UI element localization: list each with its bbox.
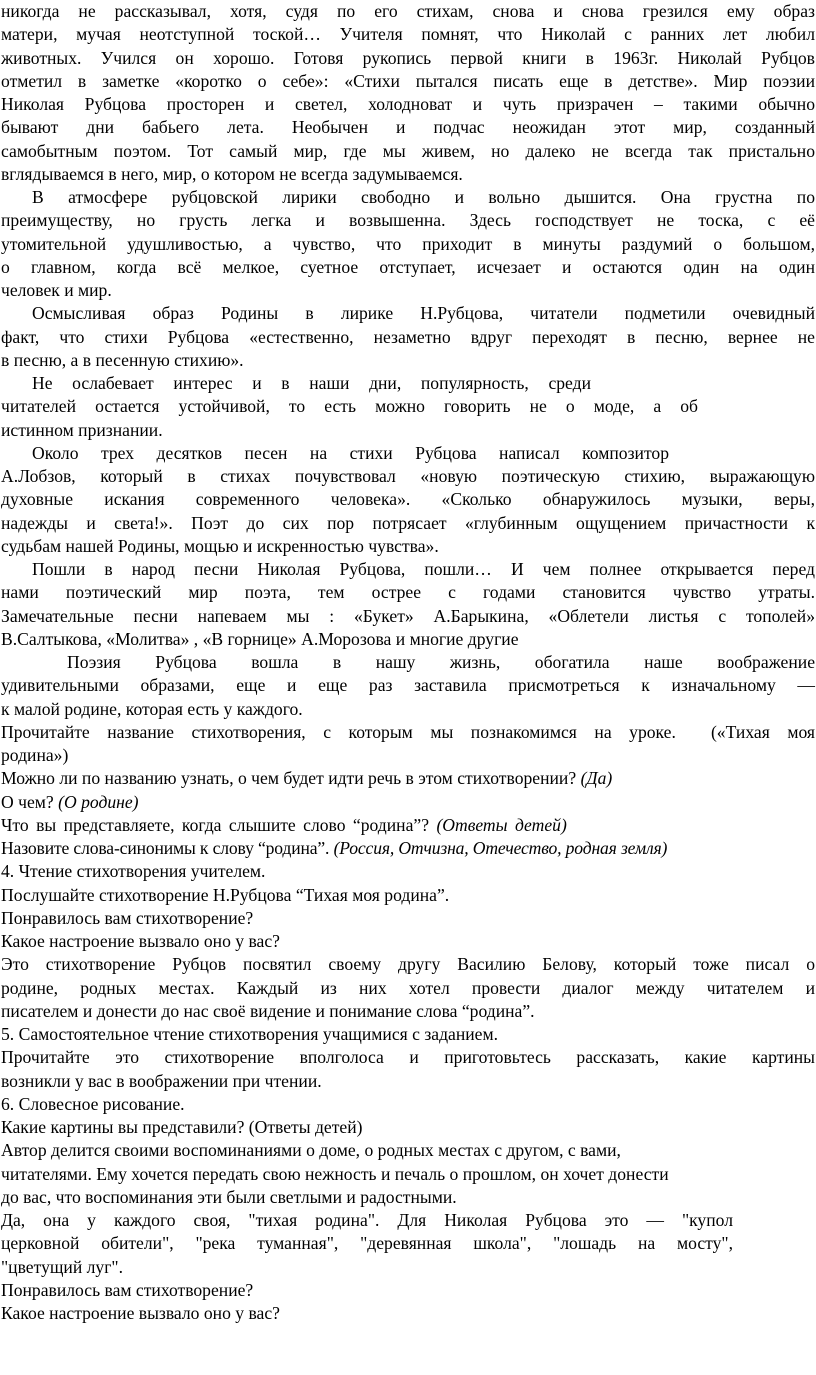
text-line: Николая Рубцова просторен и светел, холодноват и чуть призрачен – такими обычно (1, 94, 815, 114)
text-line: о главном, когда всё мелкое, суетное отступает, исчезает и остаются один на один (1, 256, 815, 277)
text-line: истинном признании. (1, 419, 163, 440)
text-line: самобытным поэтом. Тот самый мир, где мы живем, но далеко не всегда так пристально (1, 140, 815, 161)
text-line: судьбам нашей Родины, мощью и искренностью чувства». (1, 535, 439, 556)
answer-text: (О родине) (58, 791, 139, 812)
answer-text: (Ответы детей) (436, 814, 567, 835)
text-line: Да, она у каждого своя, "тихая родина". Для Николая Рубцова это — "купол (1, 1210, 733, 1230)
text-line: нами поэтический мир поэта, тем острее с годами становится чувство утраты. (1, 582, 815, 603)
text-line: Автор делится своими воспоминаниями о доме, о родных местах с другом, с вами, (1, 1140, 621, 1161)
question-text: О чем? (1, 791, 54, 812)
instruction-line: Послушайте стихотворение Н.Рубцова “Тихая моя родина”. (1, 884, 450, 905)
text-line: в песню, а в песенную стихию». (1, 349, 244, 370)
text-line: вглядываемся в него, мир, о котором не всегда задумываемся. (1, 163, 463, 184)
answer-text: («Тихая моя (710, 721, 816, 742)
question-text: Прочитайте название стихотворения, с которым мы познакомимся на уроке. (1, 721, 676, 742)
text-line: Это стихотворение Рубцов посвятил своему другу Василию Белову, который тоже писал о (1, 954, 815, 975)
text-line: факт, что стихи Рубцова «естественно, незаметно вдруг переходят в песню, вернее не (1, 326, 815, 347)
text-line: матери, мучая неотступной тоской… Учителя помнят, что Николай с ранних лет любил (1, 24, 815, 45)
question-line (1, 721, 815, 744)
step-heading: 5. Самостоятельное чтение стихотворения учащимися с заданием. (1, 1024, 499, 1044)
step-heading: 4. Чтение стихотворения учителем. (1, 861, 266, 882)
question-line (1, 767, 815, 790)
paragraph-songs (1, 442, 815, 558)
text-line: духовные искания современного человека». «Сколько обнаружилось музыки, веры, (1, 489, 815, 510)
text-line: человек и мир. (1, 280, 112, 300)
text-line: Пошли в народ песни Николая Рубцова, пошли… И чем полнее открывается перед (32, 559, 815, 579)
text-line: возникли у вас в воображении при чтении. (1, 1070, 322, 1091)
text-line: церковной обители", "река туманная", "деревянная школа", "лошадь на мосту", (1, 1233, 733, 1254)
question-line (1, 837, 815, 860)
answer-line: родина») (1, 745, 69, 765)
text-line: Не ослабевает интерес и в наши дни, популярность, среди (32, 373, 591, 393)
text-line: бывают дни бабьего лета. Необычен и подчас неожидан этот мир, созданный (1, 117, 815, 138)
text-line: животных. Учился он хорошо. Готовя рукопись первой книги в 1963г. Николай Рубцов (1, 47, 815, 68)
text-line: читателей остается устойчивой, то есть можно говорить не о моде, а об (1, 396, 698, 417)
text-line: В атмосфере рубцовской лирики свободно и вольно дышится. Она грустна по (32, 187, 815, 207)
text-line: Прочитайте это стихотворение вполголоса и приготовьтесь рассказать, какие картины (1, 1047, 815, 1068)
text-line: писателем и донести до нас своё видение и понимание слова “родина”. (1, 1000, 535, 1021)
answer-text: (Россия, Отчизна, Отечество, родная земля) (333, 838, 668, 858)
question-text: Что вы представляете, когда слышите слово “родина”? (1, 814, 430, 835)
text-line: до вас, что воспоминания эти были светлыми и радостными. (1, 1186, 457, 1207)
text-line: А.Лобзов, который в стихах почувствовал «новую поэтическую стихию, выражающую (1, 466, 815, 486)
text-line: никогда не рассказывал, хотя, судя по его стихам, снова и снова грезился ему образ (1, 1, 815, 21)
question-line (1, 791, 815, 814)
text-line: Поэзия Рубцова вошла в нашу жизнь, обогатила наше воображение (67, 652, 815, 672)
text-line: В.Салтыкова, «Молитва» , «В горнице» А.Морозова и многие другие (1, 628, 519, 649)
question-line: Понравилось вам стихотворение? (1, 907, 254, 928)
question-text: Назовите слова-синонимы к слову “родина”. (1, 838, 330, 858)
question-line: Какое настроение вызвало оно у вас? (1, 931, 280, 951)
text-line: Осмысливая образ Родины в лирике Н.Рубцова, читатели подметили очевидный (32, 303, 815, 324)
text-line: Замечательные песни напеваем мы : «Букет» А.Барыкина, «Облетели листья с тополей» (1, 605, 815, 626)
text-line: родине, родных местах. Каждый из них хотел провести диалог между читателем и (1, 977, 815, 998)
text-line: отметил в заметке «коротко о себе»: «Стихи пытался писать еще в детстве». Мир поэзии (1, 70, 815, 91)
text-line: Около трех десятков песен на стихи Рубцова написал композитор (32, 442, 669, 463)
question-line: Какое настроение вызвало оно у вас? (1, 1303, 280, 1323)
text-line: надежды и света!». Поэт до сих пор потрясает «глубинным ощущением причастности к (1, 512, 815, 533)
text-line: удивительными образами, еще и еще раз заставила присмотреться к изначальному — (1, 675, 815, 696)
question-line (1, 814, 815, 837)
step-heading: 6. Словесное рисование. (1, 1093, 185, 1114)
question-text: Можно ли по названию узнать, о чем будет идти речь в этом стихотворении? (1, 768, 577, 789)
text-line: "цветущий луг". (1, 1256, 124, 1277)
paragraph-motherland-image (1, 302, 815, 372)
paragraph-popularity (1, 372, 698, 442)
paragraph-atmosphere (1, 186, 815, 302)
text-line: утомительной удушливостью, а чувство, что приходит в минуты раздумий о большом, (1, 233, 815, 254)
question-line: Какие картины вы представили? (Ответы детей) (1, 1117, 363, 1137)
paragraph-folk-songs (1, 558, 815, 651)
question-line: Понравилось вам стихотворение? (1, 1279, 254, 1300)
lesson-dialogue (1, 721, 815, 1326)
paragraph-poetry-life (1, 651, 815, 721)
text-line: преимуществу, но грусть легка и возвышенна. Здесь господствует не тоска, с её (1, 210, 815, 231)
paragraph-biography (1, 0, 815, 186)
text-line: к малой родине, которая есть у каждого. (1, 698, 303, 719)
text-line: читателями. Ему хочется передать свою нежность и печаль о прошлом, он хочет донести (1, 1163, 669, 1184)
answer-text: (Да) (580, 768, 613, 789)
